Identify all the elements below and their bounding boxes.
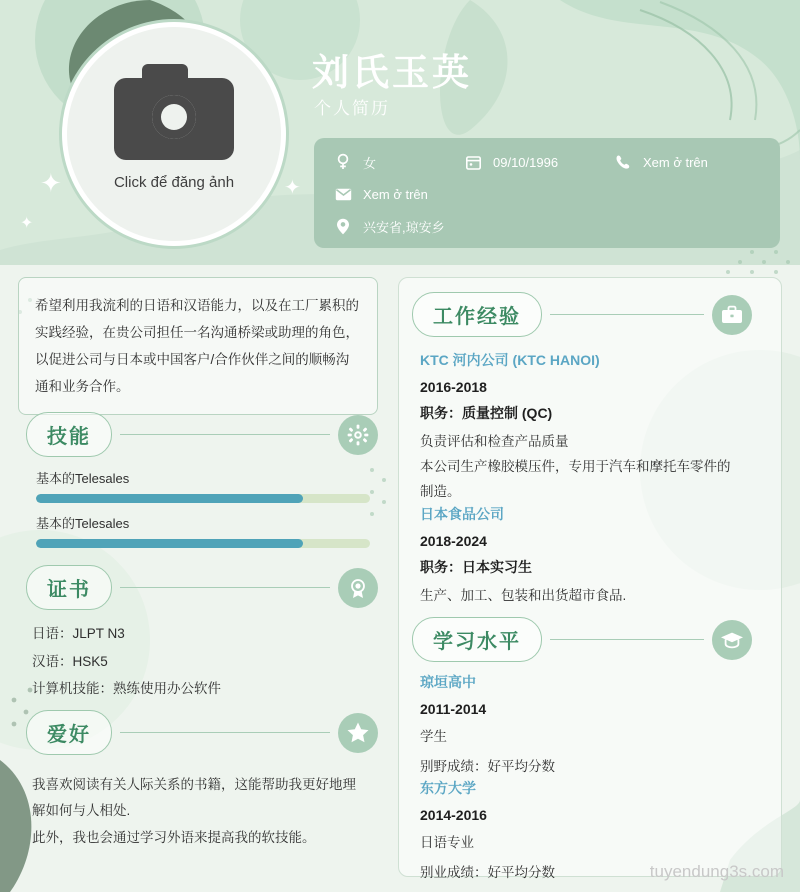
gender-icon (332, 152, 354, 172)
photo-upload-area[interactable] (62, 22, 286, 246)
section-header-certificates (26, 565, 378, 610)
gear-icon (338, 415, 378, 455)
list-item: 计算机技能：熟练使用办公软件 (32, 681, 221, 697)
divider (120, 587, 330, 588)
contact-email (332, 184, 428, 204)
education-item (420, 672, 764, 780)
job-date: 2018-2024 (420, 533, 487, 549)
job-company: 日本食品公司 (420, 506, 504, 522)
candidate-name: 刘氏玉英 (312, 52, 472, 93)
divider (550, 639, 704, 640)
job-role: 职务：日本实习生 (420, 559, 532, 575)
sparkle-icon: ✦ (20, 215, 34, 232)
contact-gender-value: 女 (363, 155, 377, 171)
job-description-line: 制造。 (420, 483, 461, 499)
hobby-line: 我喜欢阅读有关人际关系的书籍，这能帮助我更好地理 (32, 777, 356, 792)
section-header-education (412, 617, 752, 662)
hobby-line: 解如何与人相处. (32, 803, 131, 819)
calendar-icon (462, 152, 484, 172)
sparkle-icon: ✦ (40, 168, 62, 198)
photo-upload-label: Click để đăng ảnh (113, 173, 235, 191)
school-description-line: 别业成绩：好平均分数 (420, 864, 555, 880)
hobby-text (32, 772, 382, 851)
section-header-experience (412, 292, 752, 337)
school-role: 日语专业 (420, 835, 474, 850)
camera-icon (114, 78, 234, 160)
career-objective: 希望利用我流利的日语和汉语能力，以及在工厂累积的实践经验，在贵公司担任一名沟通桥梁或助理的角色，以促进公司与日本或中国客户/合作伙伴之间的顺畅沟通和业务合作。 (18, 277, 378, 415)
job-description-line: 生产、加工、包装和出货超市食品. (420, 588, 627, 603)
section-title-education: 学习水平 (412, 617, 542, 662)
skill-bar (36, 539, 370, 548)
job-company: KTC 河内公司 (KTC HANOI) (420, 352, 600, 368)
divider (120, 434, 330, 435)
divider (120, 732, 330, 733)
briefcase-icon (712, 295, 752, 335)
section-title-hobbies: 爱好 (26, 710, 112, 755)
contact-birthdate-value: 09/10/1996 (493, 154, 559, 170)
list-item: 日语：JLPT N3 (32, 626, 125, 641)
contact-birthdate (462, 152, 612, 172)
skill-item (36, 513, 370, 548)
school-name: 东方大学 (420, 780, 476, 796)
contact-row-1 (332, 152, 762, 172)
section-header-hobbies (26, 710, 378, 755)
sparkle-icon: ✦ (284, 177, 301, 199)
contact-address (332, 216, 445, 236)
skill-bar (36, 494, 370, 503)
hobby-line: 此外，我也会通过学习外语来提高我的软技能。 (32, 829, 316, 845)
contact-address-value: 兴安省,琼安乡 (363, 219, 445, 235)
experience-item (420, 504, 764, 609)
watermark: tuyendung3s.com (649, 862, 784, 881)
mail-icon (332, 184, 354, 204)
job-date: 2016-2018 (420, 379, 487, 395)
school-description-line: 别野成绩：好平均分数 (420, 758, 555, 774)
section-title-skills: 技能 (26, 412, 112, 457)
star-icon (338, 713, 378, 753)
school-date: 2014-2016 (420, 807, 487, 823)
divider (550, 314, 704, 315)
graduation-cap-icon (712, 620, 752, 660)
skill-item (36, 468, 370, 503)
job-description-line: 本公司生产橡胶模压件，专用于汽车和摩托车零件的 (420, 458, 731, 474)
location-icon (332, 216, 354, 236)
section-title-certificates: 证书 (26, 565, 112, 610)
job-description-line: 负责评估和检查产品质量 (420, 434, 569, 449)
contact-phone-value: Xem ở trên (643, 154, 708, 170)
contact-info-box (314, 138, 780, 248)
skill-label: 基本的Telesales (36, 471, 130, 486)
contact-row-2 (332, 184, 762, 204)
contact-email-value: Xem ở trên (363, 186, 428, 202)
experience-item (420, 350, 764, 505)
contact-phone (612, 152, 708, 172)
skill-label: 基本的Telesales (36, 516, 130, 531)
job-role: 职务：质量控制 (QC) (420, 405, 553, 421)
certificate-list (32, 620, 372, 703)
contact-gender (332, 152, 462, 172)
section-header-skills (26, 412, 378, 457)
phone-icon (612, 152, 634, 172)
school-name: 琼垣高中 (420, 674, 476, 690)
header (0, 0, 800, 265)
list-item: 汉语：HSK5 (32, 653, 108, 669)
school-date: 2011-2014 (420, 701, 487, 717)
contact-row-3 (332, 216, 762, 236)
medal-icon (338, 568, 378, 608)
resume-subtitle: 个人简历 (314, 99, 390, 118)
school-role: 学生 (420, 729, 447, 744)
section-title-experience: 工作经验 (412, 292, 542, 337)
